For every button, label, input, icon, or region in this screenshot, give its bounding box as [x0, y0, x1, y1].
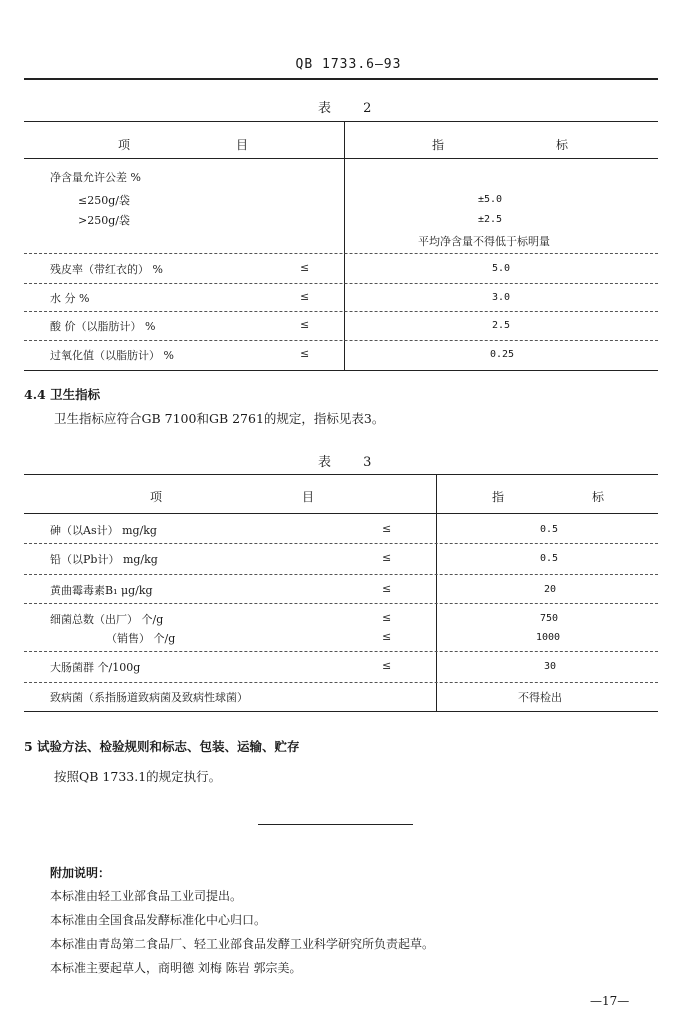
table2-row-label: 水 分 %: [50, 292, 90, 305]
table3-col-item-a: 项: [150, 490, 163, 504]
table3-row-value: 0.5: [540, 553, 559, 564]
section-4-4-heading: 4.4 卫生指标: [24, 387, 101, 402]
table3-row-value: 750: [540, 613, 559, 624]
table3-top-rule: [24, 474, 658, 475]
table2-row-value: 3.0: [492, 292, 511, 303]
table2-row-label: 酸 价（以脂肪计） %: [50, 320, 156, 333]
table3-row-value: 1000: [536, 632, 561, 643]
table2-row-value: 平均净含量不得低于标明量: [418, 235, 550, 248]
table3-row-label: 砷（以As计） mg/kg: [50, 524, 157, 537]
table3-row-operator: ≤: [382, 659, 392, 672]
table2-col-index-a: 指: [432, 138, 445, 152]
table3-row-rule: [24, 603, 658, 604]
table3-row-label: 致病菌（系指肠道致病菌及致病性球菌）: [50, 691, 248, 704]
table2-row-value: 5.0: [492, 263, 511, 274]
table2-row-rule: [24, 311, 658, 312]
notes-line: 本标准主要起草人，商明德 刘梅 陈岩 郭宗美。: [50, 961, 302, 975]
table2-row-label: 残皮率（带红衣的） %: [50, 263, 163, 276]
section-5-text: 按照QB 1733.1的规定执行。: [54, 769, 222, 784]
table3-row-operator: ≤: [382, 611, 392, 624]
notes-title: 附加说明：: [50, 866, 111, 880]
table2-row-operator: ≤: [300, 347, 310, 360]
table2-row-value: 0.25: [490, 349, 515, 360]
table2-row-value: 2.5: [492, 320, 511, 331]
table3-col-item-b: 目: [302, 490, 315, 504]
table3-row-rule: [24, 574, 658, 575]
table3-row-label: （销售） 个/g: [106, 632, 176, 645]
table3-row-operator: ≤: [382, 522, 392, 535]
table3-row-label: 铅（以Pb计） mg/kg: [50, 553, 158, 566]
table3-row-value: 不得检出: [518, 691, 562, 704]
end-rule: [258, 824, 413, 825]
table3-row-operator: ≤: [382, 582, 392, 595]
table3-row-label: 黄曲霉毒素B₁ μg/kg: [50, 584, 153, 597]
table3-col-index-b: 标: [592, 490, 605, 504]
table2-row-rule: [24, 253, 658, 254]
notes-line: 本标准由轻工业部食品工业司提出。: [50, 889, 243, 903]
table3-row-value: 0.5: [540, 524, 559, 535]
table3-row-value: 30: [544, 661, 557, 672]
table2-row-label: ≤250g/袋: [78, 194, 130, 207]
table3-bottom-rule: [24, 711, 658, 712]
table2-row-value: ±5.0: [478, 194, 503, 205]
table3-row-operator: ≤: [382, 551, 392, 564]
table2-row-operator: ≤: [300, 261, 310, 274]
table3-row-rule: [24, 651, 658, 652]
table3-row-rule: [24, 543, 658, 544]
table3-header-rule: [24, 513, 658, 514]
table3-column-divider: [436, 474, 437, 711]
notes-line: 本标准由全国食品发酵标准化中心归口。: [50, 913, 267, 927]
table2-row-label: 过氧化值（以脂肪计） %: [50, 349, 174, 362]
section-5-heading: 5 试验方法、检验规则和标志、包装、运输、贮存: [24, 739, 300, 754]
table3-row-rule: [24, 682, 658, 683]
table2-row-rule: [24, 283, 658, 284]
table3-col-index-a: 指: [492, 490, 505, 504]
standard-code: QB 1733.6—93: [295, 57, 402, 72]
table2-row-rule: [24, 340, 658, 341]
table2-header-rule: [24, 158, 658, 159]
table2-row-value: ±2.5: [478, 214, 503, 225]
table3-row-label: 大肠菌群 个/100g: [50, 661, 141, 674]
section-4-4-text: 卫生指标应符合GB 7100和GB 2761的规定，指标见表3。: [54, 411, 385, 426]
table2-col-index-b: 标: [556, 138, 569, 152]
page-number: —17—: [590, 994, 630, 1008]
table2-row-label: 净含量允许公差 %: [50, 171, 141, 184]
table2-col-item-a: 项: [118, 138, 131, 152]
table2-row-operator: ≤: [300, 290, 310, 303]
table3-caption: 表 3: [318, 455, 386, 470]
table2-row-operator: ≤: [300, 318, 310, 331]
table3-row-value: 20: [544, 584, 557, 595]
notes-line: 本标准由青岛第二食品厂、轻工业部食品发酵工业科学研究所负责起草。: [50, 937, 435, 951]
header-rule: [24, 78, 658, 80]
table2-col-item-b: 目: [236, 138, 249, 152]
table2-top-rule: [24, 121, 658, 122]
table2-row-label: >250g/袋: [78, 214, 130, 227]
table3-row-operator: ≤: [382, 630, 392, 643]
table2-caption: 表 2: [318, 101, 386, 116]
table3-row-label: 细菌总数（出厂） 个/g: [50, 613, 164, 626]
table2-bottom-rule: [24, 370, 658, 371]
